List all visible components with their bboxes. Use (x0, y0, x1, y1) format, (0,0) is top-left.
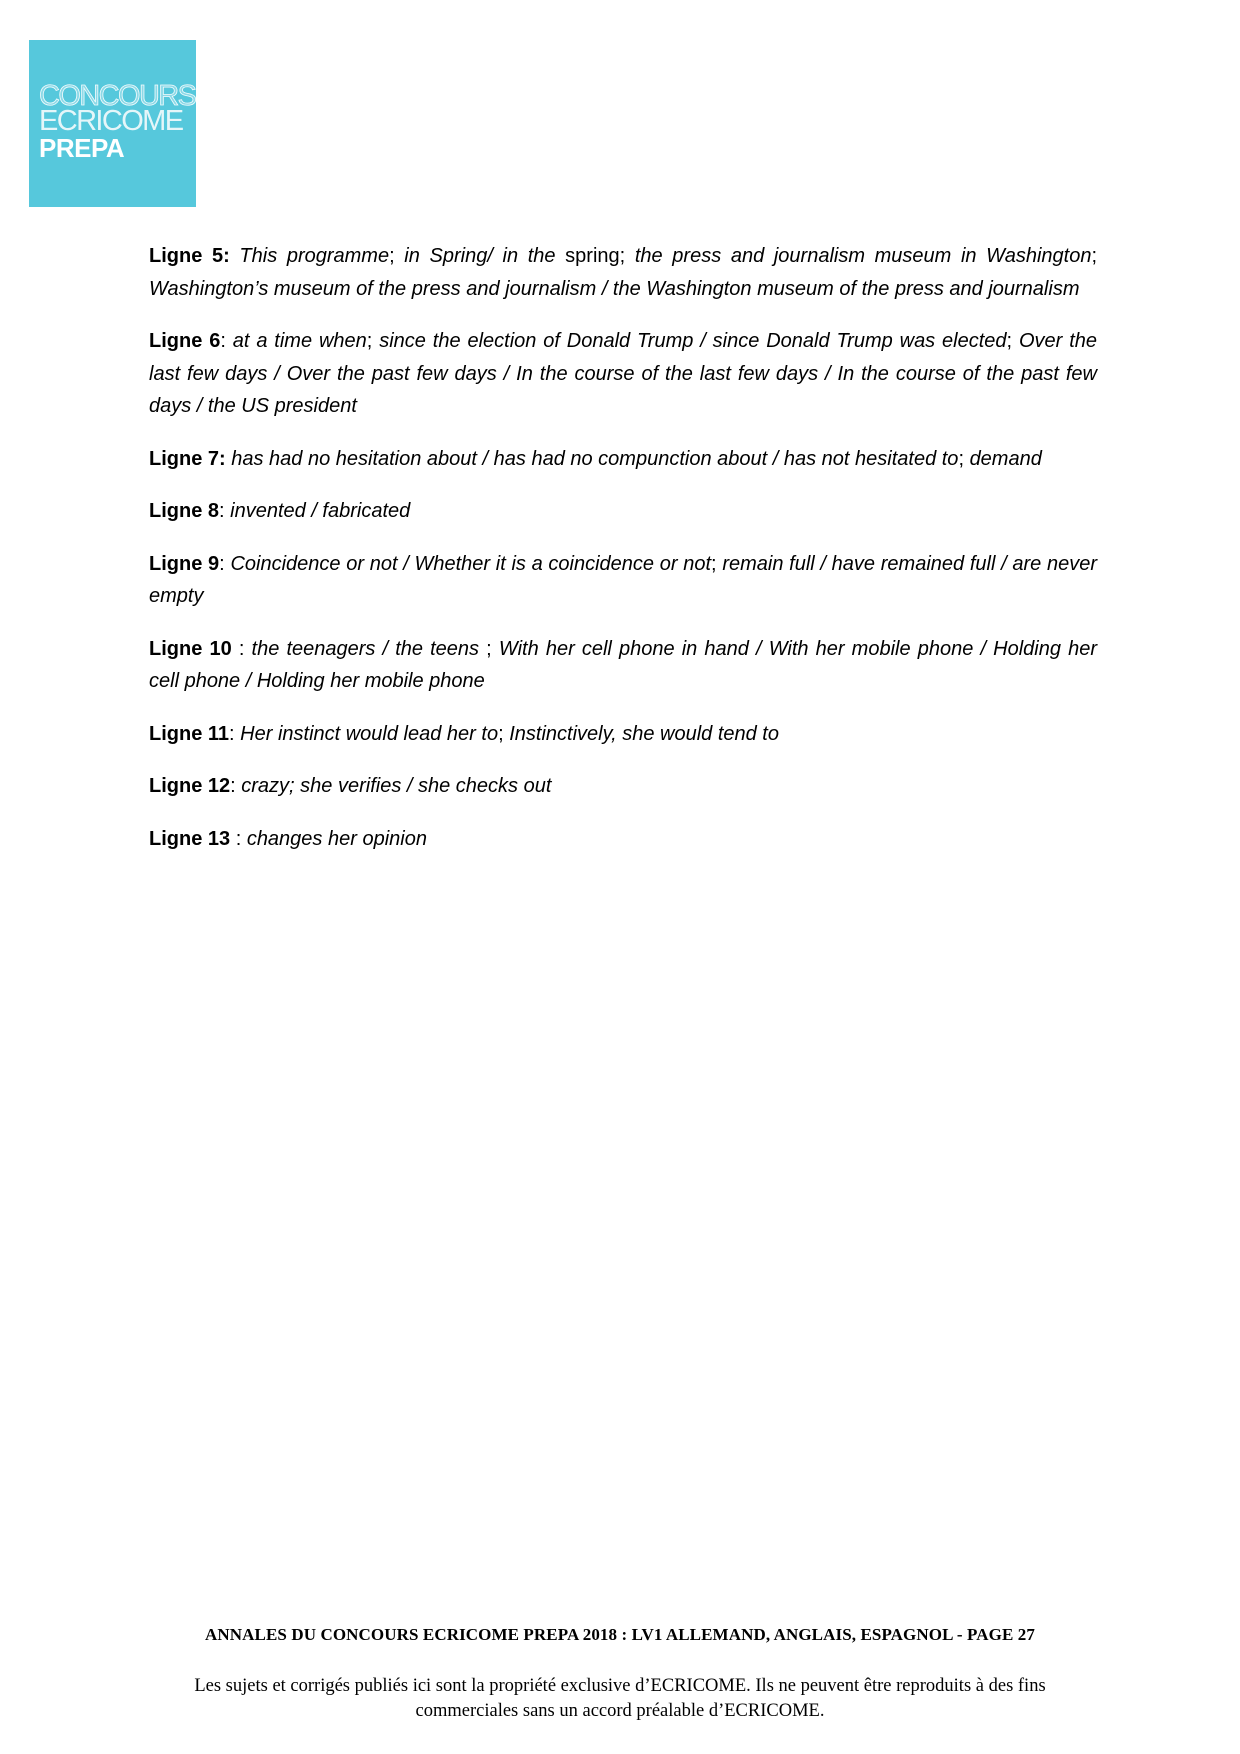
separator-text: : (230, 775, 242, 797)
separator-text: ; (498, 722, 510, 745)
separator-text: ; (1006, 330, 1019, 352)
separator-text: ; (958, 447, 970, 470)
answer-entry (149, 770, 1097, 803)
line-label: Ligne 12 (149, 775, 231, 797)
separator-text: ; (389, 245, 405, 267)
answer-text: at a time when (232, 330, 367, 352)
answer-entry (149, 495, 1097, 528)
answer-entry (149, 240, 1097, 305)
answer-text: the press and journalism museum in Washington (634, 245, 1092, 267)
answer-text: crazy; she verifies / she checks out (241, 775, 552, 797)
answer-entry (149, 443, 1097, 476)
separator-text: : (220, 330, 233, 352)
logo-line-concours: CONCOURS (39, 80, 196, 112)
answer-text: Coincidence or not / Whether it is a coincidence or not (230, 552, 712, 575)
answer-text: in Spring/ in the (404, 245, 566, 267)
separator-text: ; (619, 245, 635, 267)
separator-text: : (230, 827, 247, 850)
line-label: Ligne 7: (149, 447, 226, 470)
answer-text: Her instinct would lead her to (240, 722, 499, 745)
ecricome-logo (29, 40, 196, 207)
answer-list (149, 240, 1097, 875)
answer-text: Washington’s museum of the press and journalism / the Washington museum of the press and journalism (149, 277, 1080, 300)
line-label: Ligne 11 (149, 722, 230, 745)
answer-entry (149, 823, 1097, 856)
line-label: Ligne 10 (149, 637, 232, 660)
footer-title: ANNALES DU CONCOURS ECRICOME PREPA 2018 : LV1 ALLEMAND, ANGLAIS, ESPAGNOL - PAGE 27 (205, 1625, 1035, 1644)
answer-text: Instinctively, she would tend to (509, 722, 779, 745)
line-label: Ligne 6 (149, 330, 221, 352)
separator-text: ; (366, 330, 380, 352)
answer-text: With her cell phone in hand / With her mobile phone / Holding her cell phone / Holding her mobile phone (149, 637, 1097, 692)
answer-text: the teenagers / the teens (251, 637, 480, 660)
separator-text: ; (1091, 245, 1097, 267)
separator-text: ; (711, 552, 723, 575)
logo-line-prepa: PREPA (39, 133, 125, 163)
separator-text: : (229, 722, 241, 745)
separator-text: : (219, 500, 231, 522)
line-label: Ligne 13 (149, 827, 231, 850)
line-label: Ligne 5: (149, 245, 230, 267)
answer-entry (149, 718, 1097, 751)
answer-text: has had no hesitation about / has had no compunction about / has not hesitated to (225, 447, 959, 470)
line-label: Ligne 8 (149, 500, 220, 522)
answer-text: changes her opinion (246, 827, 427, 850)
footer-copyright-note: Les sujets et corrigés publiés ici sont la propriété exclusive d’ECRICOME. Ils ne peuvent être reproduits à des fins commerciales sans un accord préalable d’ECRICOME. (194, 1676, 1046, 1721)
answer-entry (149, 548, 1097, 613)
answer-entry (149, 325, 1097, 423)
answer-text: since the election of Donald Trump / since Donald Trump was elected (379, 330, 1007, 352)
answer-text: remain full / have remained full / are never empty (149, 552, 1098, 607)
answer-text: This programme (229, 245, 390, 267)
answer-text: invented / fabricated (230, 500, 411, 522)
separator-text: ; (479, 637, 499, 660)
answer-entry (149, 633, 1097, 698)
separator-text: spring (565, 245, 620, 267)
logo-line-ecricome: ECRICOME (39, 105, 183, 137)
line-label: Ligne 9 (149, 552, 220, 575)
separator-text: : (219, 552, 231, 575)
answer-text: demand (969, 447, 1042, 470)
separator-text: : (231, 637, 252, 660)
answer-text: Over the last few days / Over the past few days / In the course of the last few days / In the course of the past few days / the US president (149, 330, 1097, 417)
